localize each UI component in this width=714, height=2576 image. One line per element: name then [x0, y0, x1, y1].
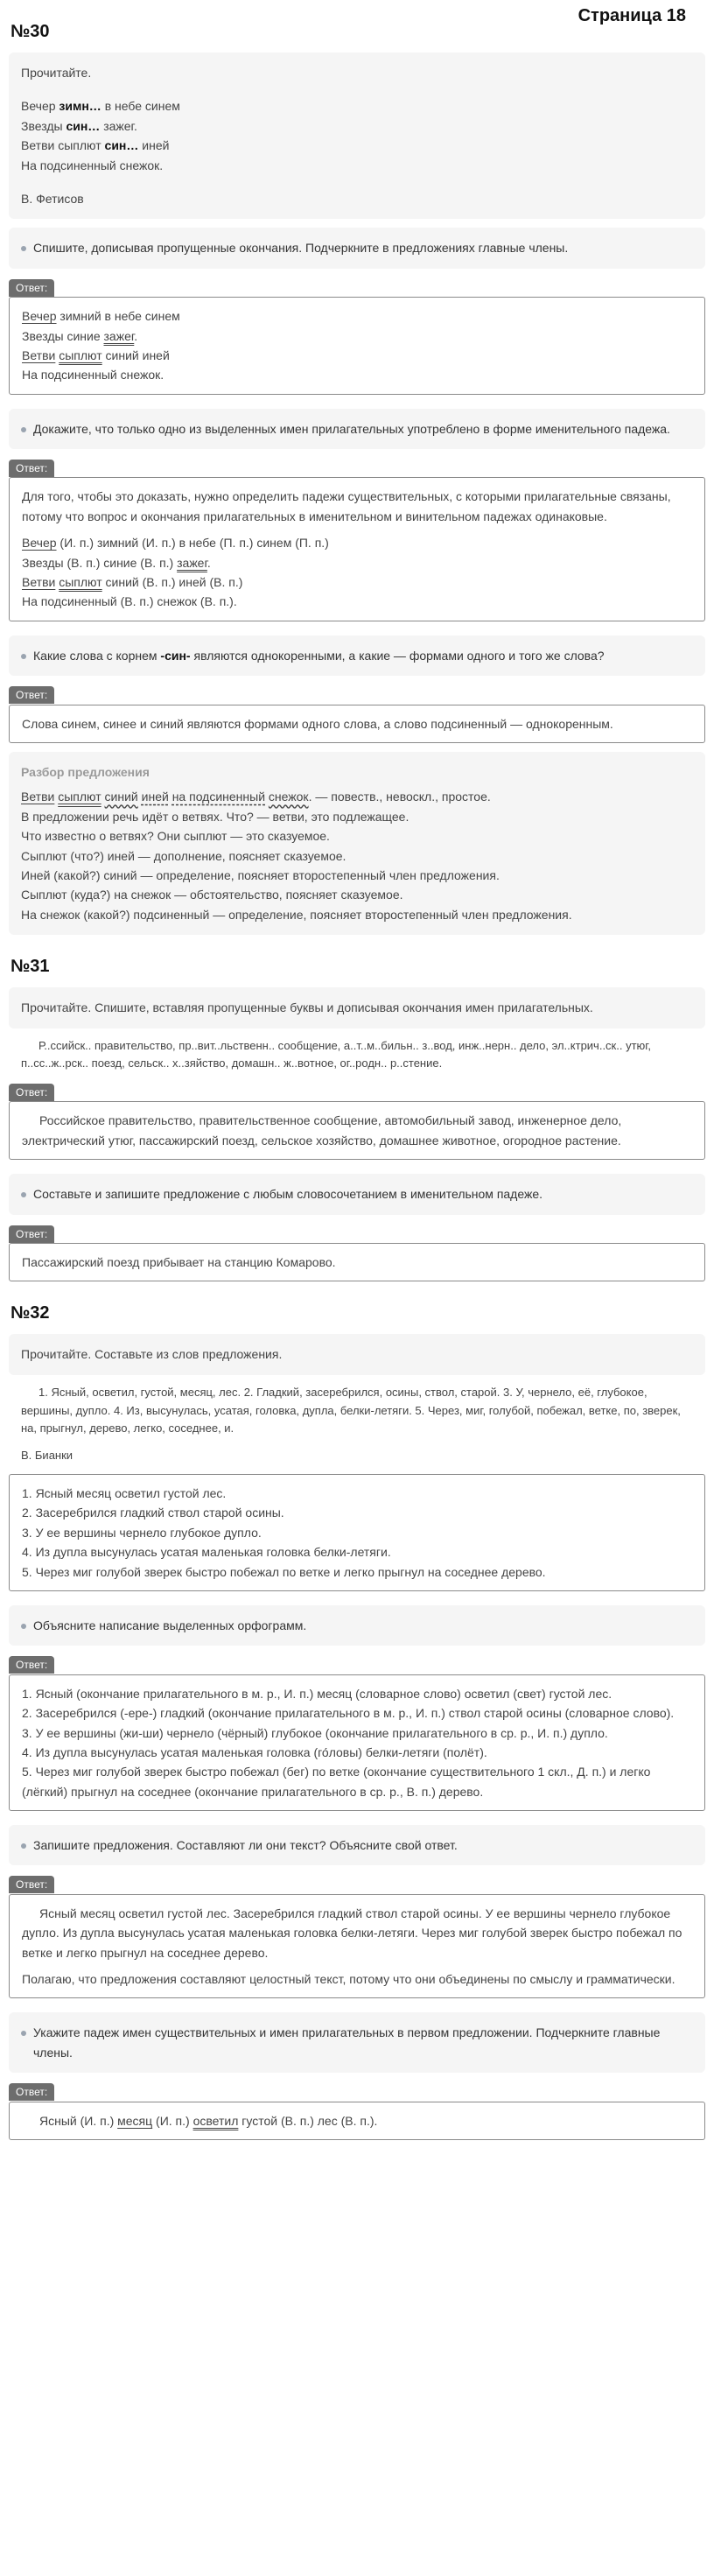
sentence-parse: Разбор предложения Ветви сыплют синий иней на подсиненный снежок. — повеств., невоскл., простое. В предложении речь идёт о ветвях. Что? — ветви, это подлежащее. Что известно о ветвях? Они сыплют — это сказуемое. Сыплют (что?) иней — дополнение, поясняет сказуемое. Иней (какой?) синий — определение, поясняет второстепенный член предложения. Сыплют (куда?) на снежок — обстоятельство, поясняет сказуемое. На снежок (какой?) подсиненный — определение, поясняет второстепенный член предложения.	[9, 752, 705, 935]
question-item: Укажите падеж имен существительных и имен прилагательных в первом предложении. Подчеркните главные члены.	[9, 2012, 705, 2073]
parse-title: Разбор предложения	[21, 764, 150, 779]
answer-box: 1. Ясный месяц осветил густой лес. 2. Засеребрился гладкий ствол старой осины. 3. У ее вершины чернело глубокое дупло. 4. Из дупла высунулась усатая маленькая головка белки-летяги. 5. Через миг голубой зверек быстро побежал по ветке и легко прыгнул на соседнее дерево.	[9, 1474, 705, 1591]
answer-label: Ответ:	[9, 1656, 54, 1674]
answer-box: Ясный (И. п.) месяц (И. п.) осветил густой (В. п.) лес (В. п.).	[9, 2102, 705, 2140]
answer-label: Ответ:	[9, 2083, 54, 2101]
task-32-instruction: Прочитайте. Составьте из слов предложения.	[9, 1334, 705, 1374]
read-instruction: Прочитайте.	[21, 66, 92, 80]
answer-box: Российское правительство, правительственное сообщение, автомобильный завод, инженерное дело, электрический утюг, пассажирский поезд, сельское хозяйство, домашнее животное, огородное растение.	[9, 1101, 705, 1160]
task-30-text	[9, 53, 705, 219]
question-item: Докажите, что только одно из выделенных имен прилагательных употреблено в форме именительного падежа.	[9, 409, 705, 449]
poem-line: Звезды син… зажег.	[21, 118, 137, 133]
question-item: Составьте и запишите предложение с любым словосочетанием в именительном падеже.	[9, 1174, 705, 1214]
question-item: Объясните написание выделенных орфограмм.	[9, 1605, 705, 1646]
answer-box: Для того, чтобы это доказать, нужно определить падежи существительных, с которыми прилагательные связаны, потому что вопрос и окончания прилагательных в именительном и винительном падежах одинаковые. Вечер (И. п.) зимний (И. п.) в небе (П. п.) синем (П. п.) Звезды (В. п.) синие (В. п.) зажег. Ветви сыплют синий (В. п.) иней (В. п.) На подсиненный (В. п.) снежок (В. п.).	[9, 477, 705, 621]
page-number: Страница 18	[578, 6, 686, 25]
answer-label: Ответ:	[9, 1084, 54, 1101]
task-31-number: №31	[10, 957, 50, 977]
question-item: Запишите предложения. Составляют ли они текст? Объясните свой ответ.	[9, 1825, 705, 1865]
answer-box: 1. Ясный (окончание прилагательного в м. р., И. п.) месяц (словарное слово) осветил (свет) густой лес. 2. Засеребрился (-ере-) гладкий (окончание прилагательного в м. р., И. п.) ствол старой осины (словарное слово). 3. У ее вершины (жи-ши) чернело (чёрный) глубокое (окончание прилагательного в ср. р., И. п.) дупло. 4. Из дупла высунулась усатая маленькая головка (го́ловы) белки-летяги (полёт). 5. Через миг голубой зверек быстро побежал (бег) по ветке (окончание существительного 1 скл., Д. п.) и легко (лёгкий) прыгнул на соседнее (окончание прилагательного в ср. р., В. п.) дерево.	[9, 1674, 705, 1811]
task-30-number: №30	[10, 22, 50, 41]
answer-box: Ясный месяц осветил густой лес. Засеребрился гладкий ствол старой осины. У ее вершины чернело глубокое дупло. Из дупла высунулась усатая маленькая головка белки-летяги. Через миг голубой зверек быстро побежал по ветке и легко прыгнул на соседнее дерево. Полагаю, что предложения составляют целостный текст, потому что они объединены по смыслу и грамматически.	[9, 1894, 705, 1999]
poem-line: Вечер зимн… в небе синем	[21, 99, 180, 114]
answer-label: Ответ:	[9, 1876, 54, 1893]
task-32-text: 1. Ясный, осветил, густой, месяц, лес. 2. Гладкий, засеребрился, осины, ствол, старой. 3. У, чернело, её, глубокое, вершины, дупло. 4. Из, высунулась, усатая, головка, дупла, белки-летяги. 5. Через, миг, голубой, побежал, ветке, по, зверек, на, прыгнул, дерево, легко, соседнее, и. В. Бианки	[9, 1384, 705, 1465]
task-32-number: №32	[10, 1303, 50, 1323]
answer-label: Ответ:	[9, 460, 54, 477]
poem-line: Ветви сыплют син… иней	[21, 138, 170, 153]
answer-box: Пассажирский поезд прибывает на станцию Комарово.	[9, 1243, 705, 1281]
task-31-instruction: Прочитайте. Спишите, вставляя пропущенные буквы и дописывая окончания имен прилагательных.	[9, 987, 705, 1028]
text-author: В. Бианки	[21, 1449, 74, 1463]
question-item: Какие слова с корнем -син- являются однокоренными, а какие — формами одного и того же слова?	[9, 635, 705, 676]
answer-label: Ответ:	[9, 686, 54, 704]
task-31-text: Р..ссийск.. правительство, пр..вит..льственн.. сообщение, а..т..м..бильн.. з..вод, инж..нерн.. дело, эл..ктрич..ск.. утюг, п..сс..ж..рск.. поезд, сельск.. х..зяйство, домашн.. ж..вотное, ог..родн.. р..стение.	[21, 1038, 652, 1070]
answer-label: Ответ:	[9, 279, 54, 297]
answer-box: Слова синем, синее и синий являются формами одного слова, а слово подсиненный — однокоренным.	[9, 705, 705, 743]
poem-author: В. Фетисов	[21, 191, 84, 206]
question-item: Спишите, дописывая пропущенные окончания. Подчеркните в предложениях главные члены.	[9, 228, 705, 268]
answer-box: Вечер зимний в небе синем Звезды синие зажег. Ветви сыплют синий иней На подсиненный снежок.	[9, 297, 705, 395]
answer-label: Ответ:	[9, 1225, 54, 1243]
poem-line: На подсиненный снежок.	[21, 158, 164, 172]
